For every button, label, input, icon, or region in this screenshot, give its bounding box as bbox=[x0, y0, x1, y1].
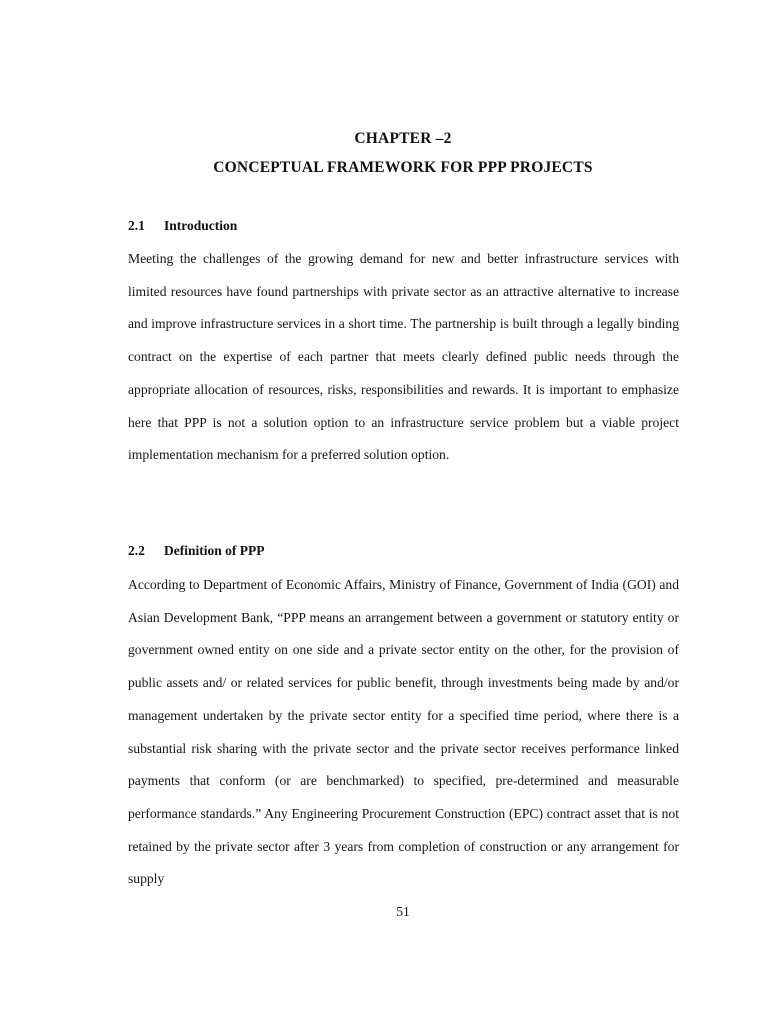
section-heading-introduction bbox=[128, 218, 237, 234]
definition-paragraph: According to Department of Economic Affairs, Ministry of Finance, Government of India (GOI) and Asian Development Bank, “PPP means an arrangement between a government or statutory entity or government owned entity on one side and a private sector entity on the other, for the provision of public assets and/ or related services for public benefit, through investments being made by and/or management undertaken by the private sector entity for a specified time period, where there is a substantial risk sharing with the private sector and the private sector receives performance linked payments that conform (or are benchmarked) to specified, pre-determined and measurable performance standards.” Any Engineering Procurement Construction (EPC) contract asset that is not retained by the private sector after 3 years from completion of construction or any arrangement for supply bbox=[128, 577, 679, 887]
introduction-paragraph: Meeting the challenges of the growing demand for new and better infrastructure services with limited resources have found partnerships with private sector as an attractive alternative to increase and improve infrastructure services in a short time. The partnership is built through a legally binding contract on the expertise of each partner that meets clearly defined public needs through the appropriate allocation of resources, risks, responsibilities and rewards. It is important to emphasize here that PPP is not a solution option to an infrastructure service problem but a viable project implementation mechanism for a preferred solution option. bbox=[128, 251, 679, 463]
section-number: 2.2 bbox=[128, 543, 145, 558]
section-title: Introduction bbox=[164, 218, 238, 233]
section-number: 2.1 bbox=[128, 218, 145, 233]
section-title: Definition of PPP bbox=[164, 543, 265, 558]
page-number: 51 bbox=[396, 904, 410, 919]
chapter-title: CONCEPTUAL FRAMEWORK FOR PPP PROJECTS bbox=[213, 159, 593, 176]
chapter-number: CHAPTER –2 bbox=[354, 130, 452, 147]
section-heading-definition bbox=[128, 543, 265, 559]
